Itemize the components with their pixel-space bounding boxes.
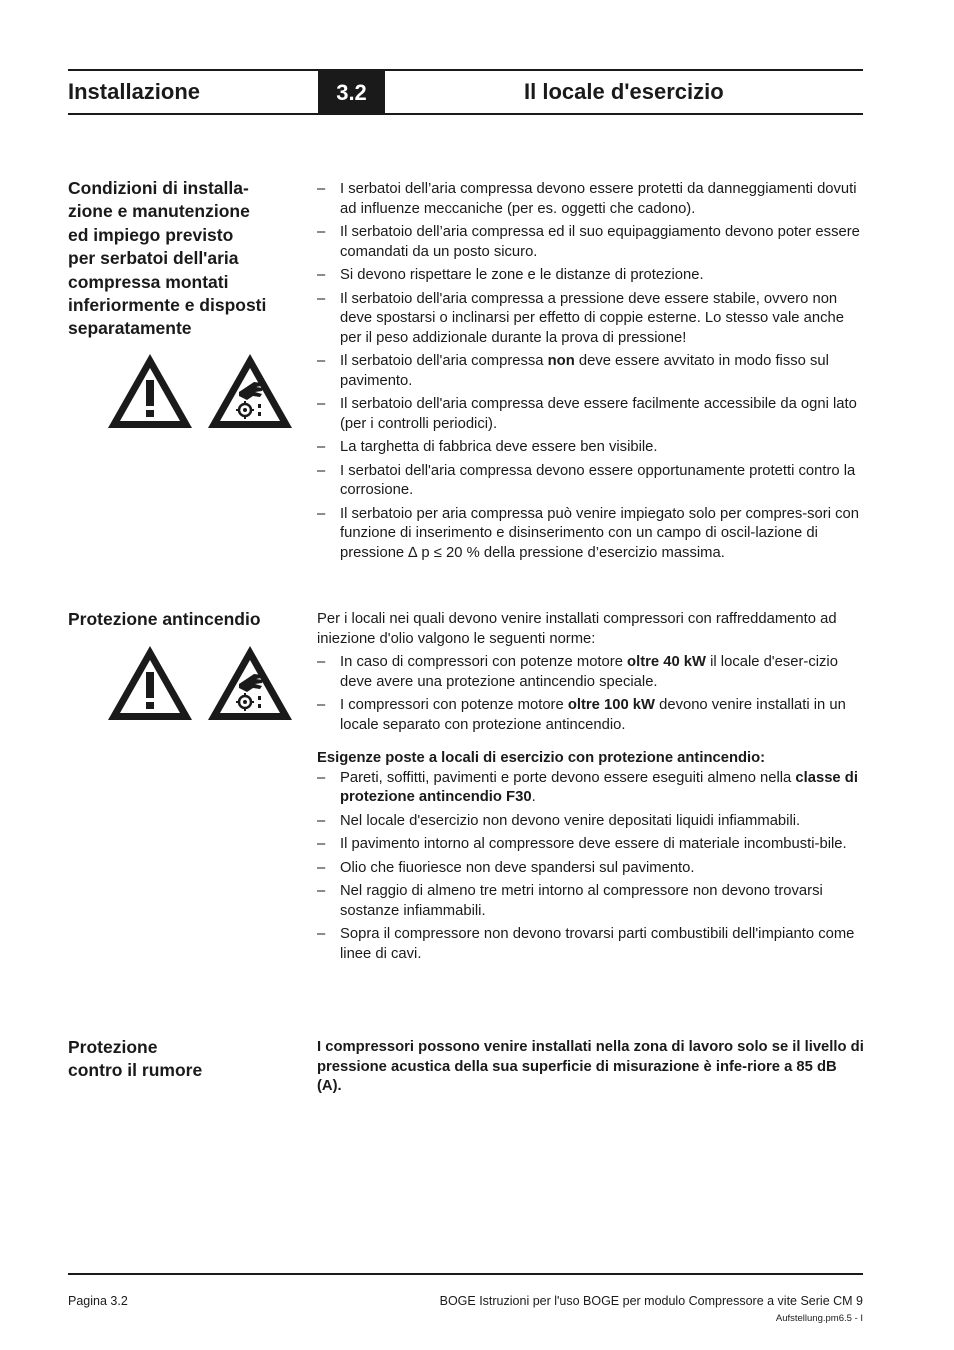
list-item-emphasis: oltre 40 kW: [627, 654, 706, 670]
list-item: – Il pavimento intorno al compressore deve essere di materiale incombusti-bile.: [317, 835, 864, 855]
warning-exclamation-icon: [106, 352, 194, 430]
section-heading-fire-protection: Protezione antincendio: [68, 609, 261, 629]
section2-list: [317, 653, 864, 735]
list-item: [317, 696, 864, 735]
header-page-title: Il locale d'esercizio: [524, 79, 724, 104]
section3-body: I compressori possono venire installati nella zona di lavoro solo se il livello di pressione acustica della sua superficie di misurazione è infe-riore a 85 dB (A).: [317, 1039, 864, 1094]
section-heading-installation: Condizioni di installa- zione e manutenzione ed impiego previsto per serbatoi dell'aria compressa montati inferiormente e disposti separatamente: [68, 178, 267, 339]
list-item: – I serbatoi dell’aria compressa devono essere protetti da danneggiamenti dovuti ad influenze meccaniche (per es. oggetti che cadono).: [317, 180, 864, 219]
list-item: – Il serbatoio dell'aria compressa a pressione deve essere stabile, ovvero non deve spostarsi o inclinarsi per effetto di coppie esterne. Lo stesso vale anche per il peso addizionale durante la prova di pressione!: [317, 290, 864, 349]
header-bottom-rule: [68, 113, 863, 115]
list-item: – Olio che fiuoriesce non deve spandersi sul pavimento.: [317, 859, 864, 879]
list-item-text: .: [531, 789, 536, 805]
list-item: – Nel locale d'esercizio non devono venire depositati liquidi infiammabili.: [317, 812, 864, 832]
list-item-text: il locale d'eser-cizio deve avere una protezione antincendio speciale.: [340, 654, 838, 690]
header-section-title: Installazione: [68, 79, 201, 104]
section2-intro: Per i locali nei quali devono venire installati compressori con raffreddamento ad iniezione d'olio valgono le seguenti norme:: [317, 611, 837, 647]
list-item-text: I compressori con potenze motore: [340, 697, 568, 713]
list-item: [317, 769, 864, 808]
list-item-text: Il serbatoio dell'aria compressa: [340, 353, 548, 369]
list-item-text: In caso di compressori con potenze motore: [340, 654, 628, 670]
footer-page-number: Pagina 3.2: [68, 1294, 128, 1308]
footer-rule: [68, 1273, 863, 1275]
warning-exclamation-icon: [106, 644, 194, 722]
footer-document-title: BOGE Istruzioni per l'uso BOGE per modulo Compressore a vite Serie CM 9: [439, 1294, 863, 1308]
list-item: – Sopra il compressore non devono trovarsi parti combustibili dell'impianto come linee di cavi.: [317, 925, 864, 964]
list-item: – La targhetta di fabbrica deve essere ben visibile.: [317, 438, 864, 458]
header-section-number: 3.2: [318, 71, 385, 114]
list-item-text: devono venire installati in un locale separato con protezione antincendio.: [340, 697, 846, 733]
warning-icons-group: [106, 644, 294, 722]
hand-gear-hazard-icon: [206, 352, 294, 430]
section-heading-noise-protection: Protezione contro il rumore: [68, 1037, 203, 1081]
list-item: [317, 653, 864, 692]
list-item: – Il serbatoio dell’aria compressa ed il suo equipaggiamento devono poter essere comandati da un posto sicuro.: [317, 223, 864, 262]
list-item: – Si devono rispettare le zone e le distanze di protezione.: [317, 266, 864, 286]
list-item-text: Pareti, soffitti, pavimenti e porte devono essere eseguiti almeno nella: [340, 769, 796, 786]
warning-icons-group: [106, 352, 294, 430]
list-item: – Il serbatoio dell'aria compressa deve essere facilmente accessibile da ogni lato (per i controlli periodici).: [317, 395, 864, 434]
list-item-emphasis: classe di protezione antincendio F30: [340, 769, 858, 805]
section1-body: [317, 180, 864, 567]
hand-gear-hazard-icon: [206, 644, 294, 722]
footer-file-name: Aufstellung.pm6.5 - I: [775, 1313, 863, 1324]
section2-requirements-list: [317, 769, 864, 965]
list-item: – I serbatoi dell'aria compressa devono essere opportunamente protetti contro la corrosione.: [317, 462, 864, 501]
list-item-emphasis: non: [547, 353, 575, 369]
section2-body: [317, 610, 864, 968]
list-item: [317, 352, 864, 391]
header-top-rule: [68, 69, 863, 71]
list-item-text: deve essere avvitato in modo fisso sul pavimento.: [340, 353, 829, 389]
section1-list: [317, 180, 864, 563]
list-item: – Il serbatoio per aria compressa può venire impiegato solo per compres-sori con funzione di inserimento e disinserimento con un campo di oscil-lazione di pressione ∆ p ≤ 20 % della pressione d’esercizio massima.: [317, 505, 864, 564]
section2-subheading: Esigenze poste a locali di esercizio con protezione antincendio:: [317, 750, 766, 766]
list-item: – Nel raggio di almeno tre metri intorno al compressore non devono trovarsi sostanze infiammabili.: [317, 882, 864, 921]
list-item-emphasis: oltre 100 kW: [567, 697, 655, 713]
